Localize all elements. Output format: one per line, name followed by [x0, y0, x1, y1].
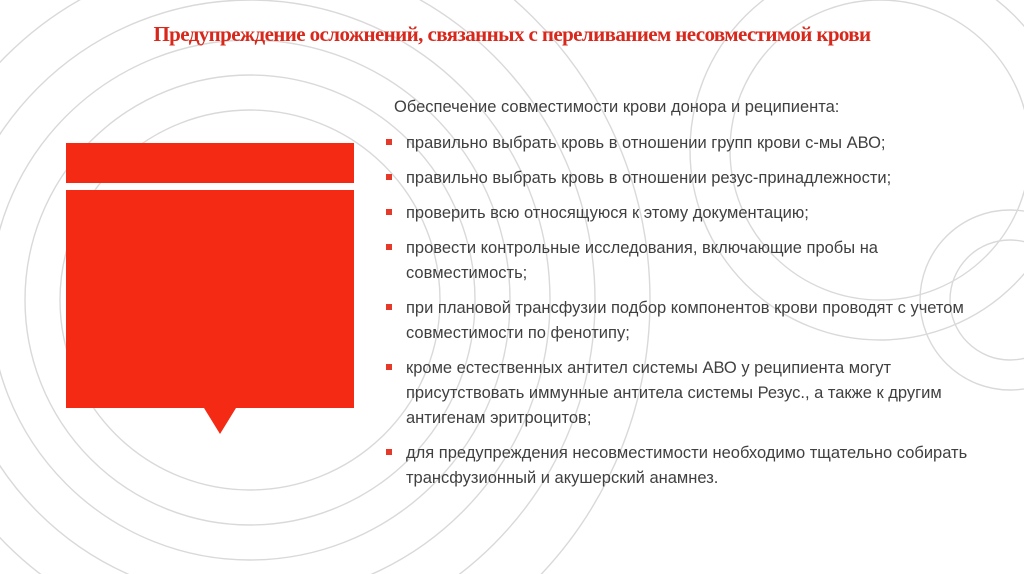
- list-item: [386, 441, 986, 491]
- content-block: [386, 95, 986, 501]
- callout-pointer: [204, 408, 236, 434]
- bullet-marker: [386, 304, 392, 310]
- bullet-marker: [386, 139, 392, 145]
- intro-text: Обеспечение совместимости крови донора и реципиента:: [394, 98, 840, 116]
- list-item-text: при плановой трансфузии подбор компонентов крови проводят с учетом совместимости по фенотипу;: [406, 299, 964, 342]
- bullet-marker: [386, 209, 392, 215]
- slide-title: Предупреждение осложнений, связанных с переливанием несовместимой крови: [153, 22, 871, 46]
- list-item: [386, 166, 986, 191]
- red-accent-bar: [66, 143, 354, 183]
- list-item-text: кроме естественных антител системы АВО у реципиента могут присутствовать иммунные антитела системы Резус., а также к другим антигенам эритроцитов;: [406, 359, 942, 427]
- bullet-marker: [386, 244, 392, 250]
- list-item: [386, 131, 986, 156]
- bullet-marker: [386, 449, 392, 455]
- list-item-text: правильно выбрать кровь в отношении резус-принадлежности;: [406, 169, 892, 187]
- bullet-marker: [386, 364, 392, 370]
- list-item-text: для предупреждения несовместимости необходимо тщательно собирать трансфузионный и акушерский анамнез.: [406, 444, 968, 487]
- list-item: [386, 201, 986, 226]
- list-item: [386, 236, 986, 286]
- list-item-text: правильно выбрать кровь в отношении групп крови с-мы АВО;: [406, 134, 886, 152]
- bullet-marker: [386, 174, 392, 180]
- list-item: [386, 356, 986, 431]
- list-item-text: проверить всю относящуюся к этому документацию;: [406, 204, 809, 222]
- red-callout-box: [66, 190, 354, 408]
- list-item-text: провести контрольные исследования, включающие пробы на совместимость;: [406, 239, 878, 282]
- list-item: [386, 296, 986, 346]
- bullet-list: [386, 131, 986, 491]
